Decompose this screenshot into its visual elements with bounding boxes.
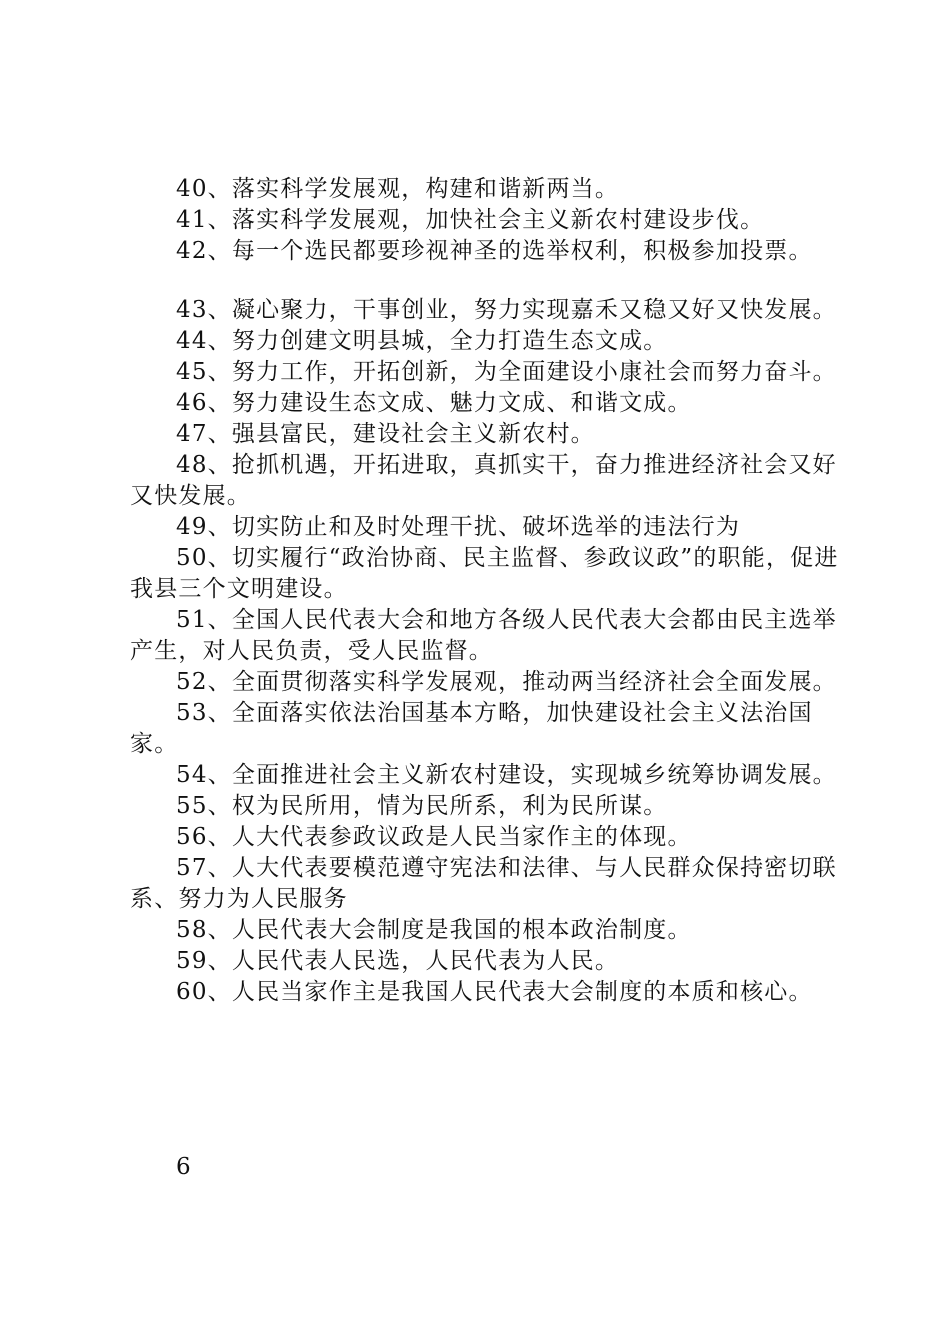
- slogan-list: [130, 174, 850, 1008]
- list-item: 54、全面推进社会主义新农村建设，实现城乡统筹协调发展。: [176, 762, 837, 788]
- list-item: 47、强县富民，建设社会主义新农村。: [176, 421, 595, 447]
- list-item: 51、全国人民代表大会和地方各级人民代表大会都由民主选举产生，对人民负责，受人民监督。: [130, 607, 837, 664]
- list-item: 56、人大代表参政议政是人民当家作主的体现。: [176, 824, 692, 850]
- list-item: 48、抢抓机遇，开拓进取，真抓实干，奋力推进经济社会又好又快发展。: [130, 452, 837, 509]
- list-item: 57、人大代表要模范遵守宪法和法律、与人民群众保持密切联系、努力为人民服务: [130, 855, 837, 912]
- list-item: 49、切实防止和及时处理干扰、破坏选举的违法行为: [176, 514, 741, 540]
- list-item: 43、凝心聚力，干事创业，努力实现嘉禾又稳又好又快发展。: [176, 297, 837, 323]
- list-item: 45、努力工作，开拓创新，为全面建设小康社会而努力奋斗。: [176, 359, 837, 385]
- list-item: 50、切实履行“政治协商、民主监督、参政议政”的职能，促进我县三个文明建设。: [130, 545, 839, 602]
- list-item: 41、落实科学发展观，加快社会主义新农村建设步伐。: [176, 207, 765, 233]
- page-number: 6: [176, 1154, 191, 1180]
- list-item: 55、权为民所用，情为民所系，利为民所谋。: [176, 793, 668, 819]
- list-item: 52、全面贯彻落实科学发展观，推动两当经济社会全面发展。: [176, 669, 837, 695]
- list-item: 42、每一个选民都要珍视神圣的选举权利，积极参加投票。: [176, 238, 813, 264]
- list-item: 40、落实科学发展观，构建和谐新两当。: [176, 176, 620, 202]
- list-item: 59、人民代表人民选，人民代表为人民。: [176, 948, 620, 974]
- list-item: 44、努力创建文明县城，全力打造生态文成。: [176, 328, 668, 354]
- list-item: 60、人民当家作主是我国人民代表大会制度的本质和核心。: [176, 979, 813, 1005]
- list-item: 46、努力建设生态文成、魅力文成、和谐文成。: [176, 390, 692, 416]
- list-item: 58、人民代表大会制度是我国的根本政治制度。: [176, 917, 692, 943]
- list-item: 53、全面落实依法治国基本方略，加快建设社会主义法治国家。: [130, 700, 813, 757]
